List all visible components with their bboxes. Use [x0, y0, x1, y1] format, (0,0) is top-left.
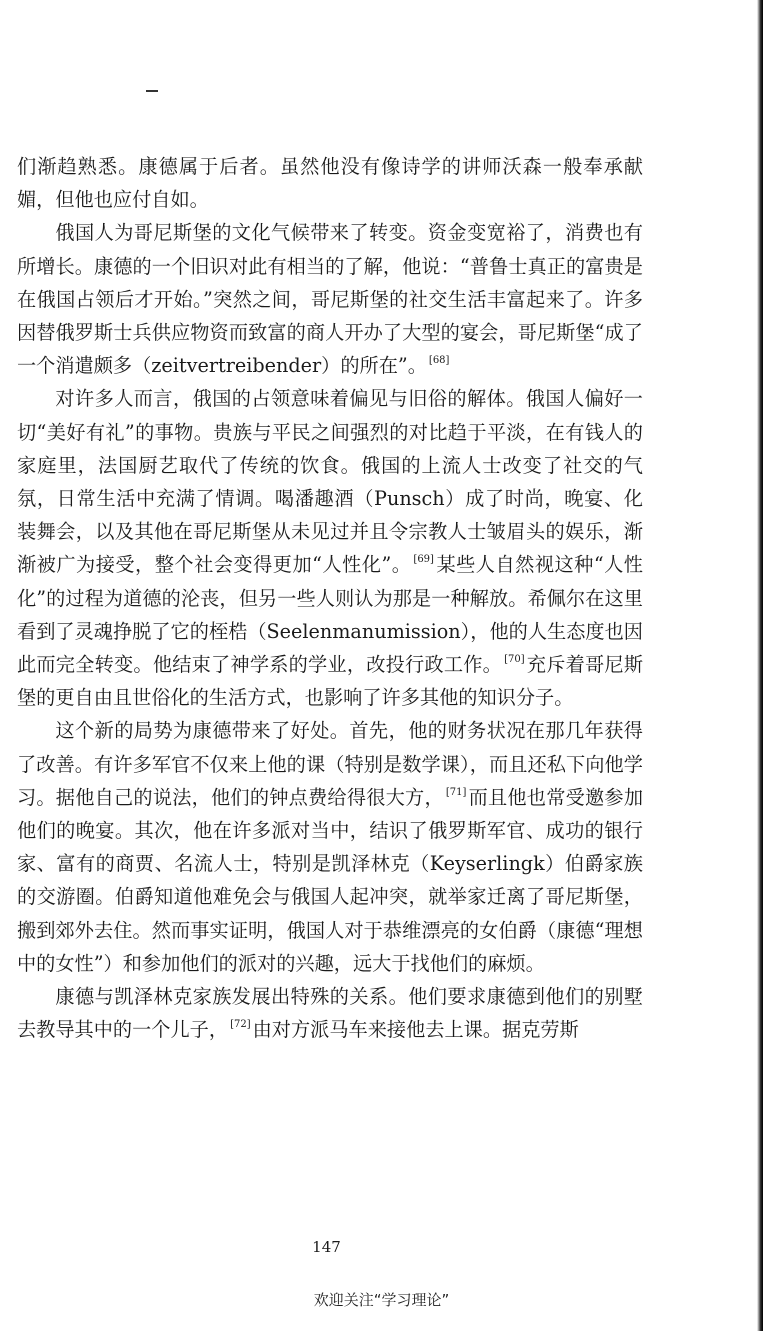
- paragraph-text: 对许多人而言，俄国的占领意味着偏见与旧俗的解体。俄国人偏好一切“美好有礼”的事物。贵族与平民之间强烈的对比趋于平淡，在有钱人的家庭里，法国厨艺取代了传统的饮食。俄国的上流人士改变了社交的气氛，日常生活中充满了情调。喝潘趣酒（Punsch）成了时尚，晚宴、化装舞会，以及其他在哥尼斯堡从未见过并且令宗教人士皱眉头的娱乐，渐渐被广为接受，整个社会变得更加“人性化”。: [17, 387, 643, 577]
- body-text: [17, 150, 643, 1046]
- paragraph-text: 由对方派马车来接他去上课。据克劳斯: [252, 1018, 579, 1042]
- paragraph: [17, 714, 643, 980]
- page-edge-shadow: [757, 0, 763, 1331]
- footnote-marker: [68]: [428, 355, 450, 367]
- paragraph: [17, 216, 643, 382]
- paragraph-text: 某些人自然视这种“人性化”的过程为道德的沦丧，但另一些人则认为那是一种解放。希佩尔在这里看到了灵魂挣脱了它的桎梏（Seelenmanumission），他的人生态度也因此而完全转变。他结束了神学系的学业，改投行政工作。: [17, 553, 643, 677]
- paragraph: [17, 980, 643, 1046]
- scan-mark: [146, 90, 158, 92]
- footer-text: 欢迎关注“学习理论”: [313, 1291, 450, 1309]
- paragraph-text: 俄国人为哥尼斯堡的文化气候带来了转变。资金变宽裕了，消费也有所增长。康德的一个旧识对此有相当的了解，他说：“普鲁士真正的富贵是在俄国占领后才开始。”突然之间，哥尼斯堡的社交生活丰富起来了。许多因替俄罗斯士兵供应物资而致富的商人开办了大型的宴会，哥尼斯堡“成了一个消遣颇多（zeitvertreibender）的所在”。: [17, 221, 643, 378]
- page-number: 147: [312, 1238, 341, 1256]
- paragraph: [17, 150, 643, 216]
- footnote-marker: [72]: [230, 1019, 251, 1031]
- paragraph-text: 充斥着哥尼斯堡的更自由且世俗化的生活方式，也影响了许多其他的知识分子。: [17, 653, 644, 710]
- footnote-marker: [69]: [413, 554, 434, 566]
- paragraph-text: 康德与凯泽林克家族发展出特殊的关系。他们要求康德到他们的别墅去教导其中的一个儿子，: [17, 985, 643, 1042]
- paragraph-text: 这个新的局势为康德带来了好处。首先，他的财务状况在那几年获得了改善。有许多军官不仅来上他的课（特别是数学课），而且还私下向他学习。据他自己的说法，他们的钟点费给得很大方，: [17, 719, 643, 809]
- paragraph-text: 而且他也常受邀参加他们的晚宴。其次，他在许多派对当中，结识了俄罗斯军官、成功的银行家、富有的商贾、名流人士，特别是凯泽林克（Keyserlingk）伯爵家族的交游圈。伯爵知道他难免会与俄国人起冲突，就举家迁离了哥尼斯堡，搬到郊外去住。然而事实证明，俄国人对于恭维漂亮的女伯爵（康德“理想中的女性”）和参加他们的派对的兴趣，远大于找他们的麻烦。: [17, 785, 644, 975]
- paragraph-text: 们渐趋熟悉。康德属于后者。虽然他没有像诗学的讲师沃森一般奉承献媚，但他也应付自如。: [17, 155, 643, 212]
- paragraph: [17, 382, 643, 714]
- footnote-marker: [71]: [445, 786, 467, 798]
- footnote-marker: [70]: [504, 654, 525, 666]
